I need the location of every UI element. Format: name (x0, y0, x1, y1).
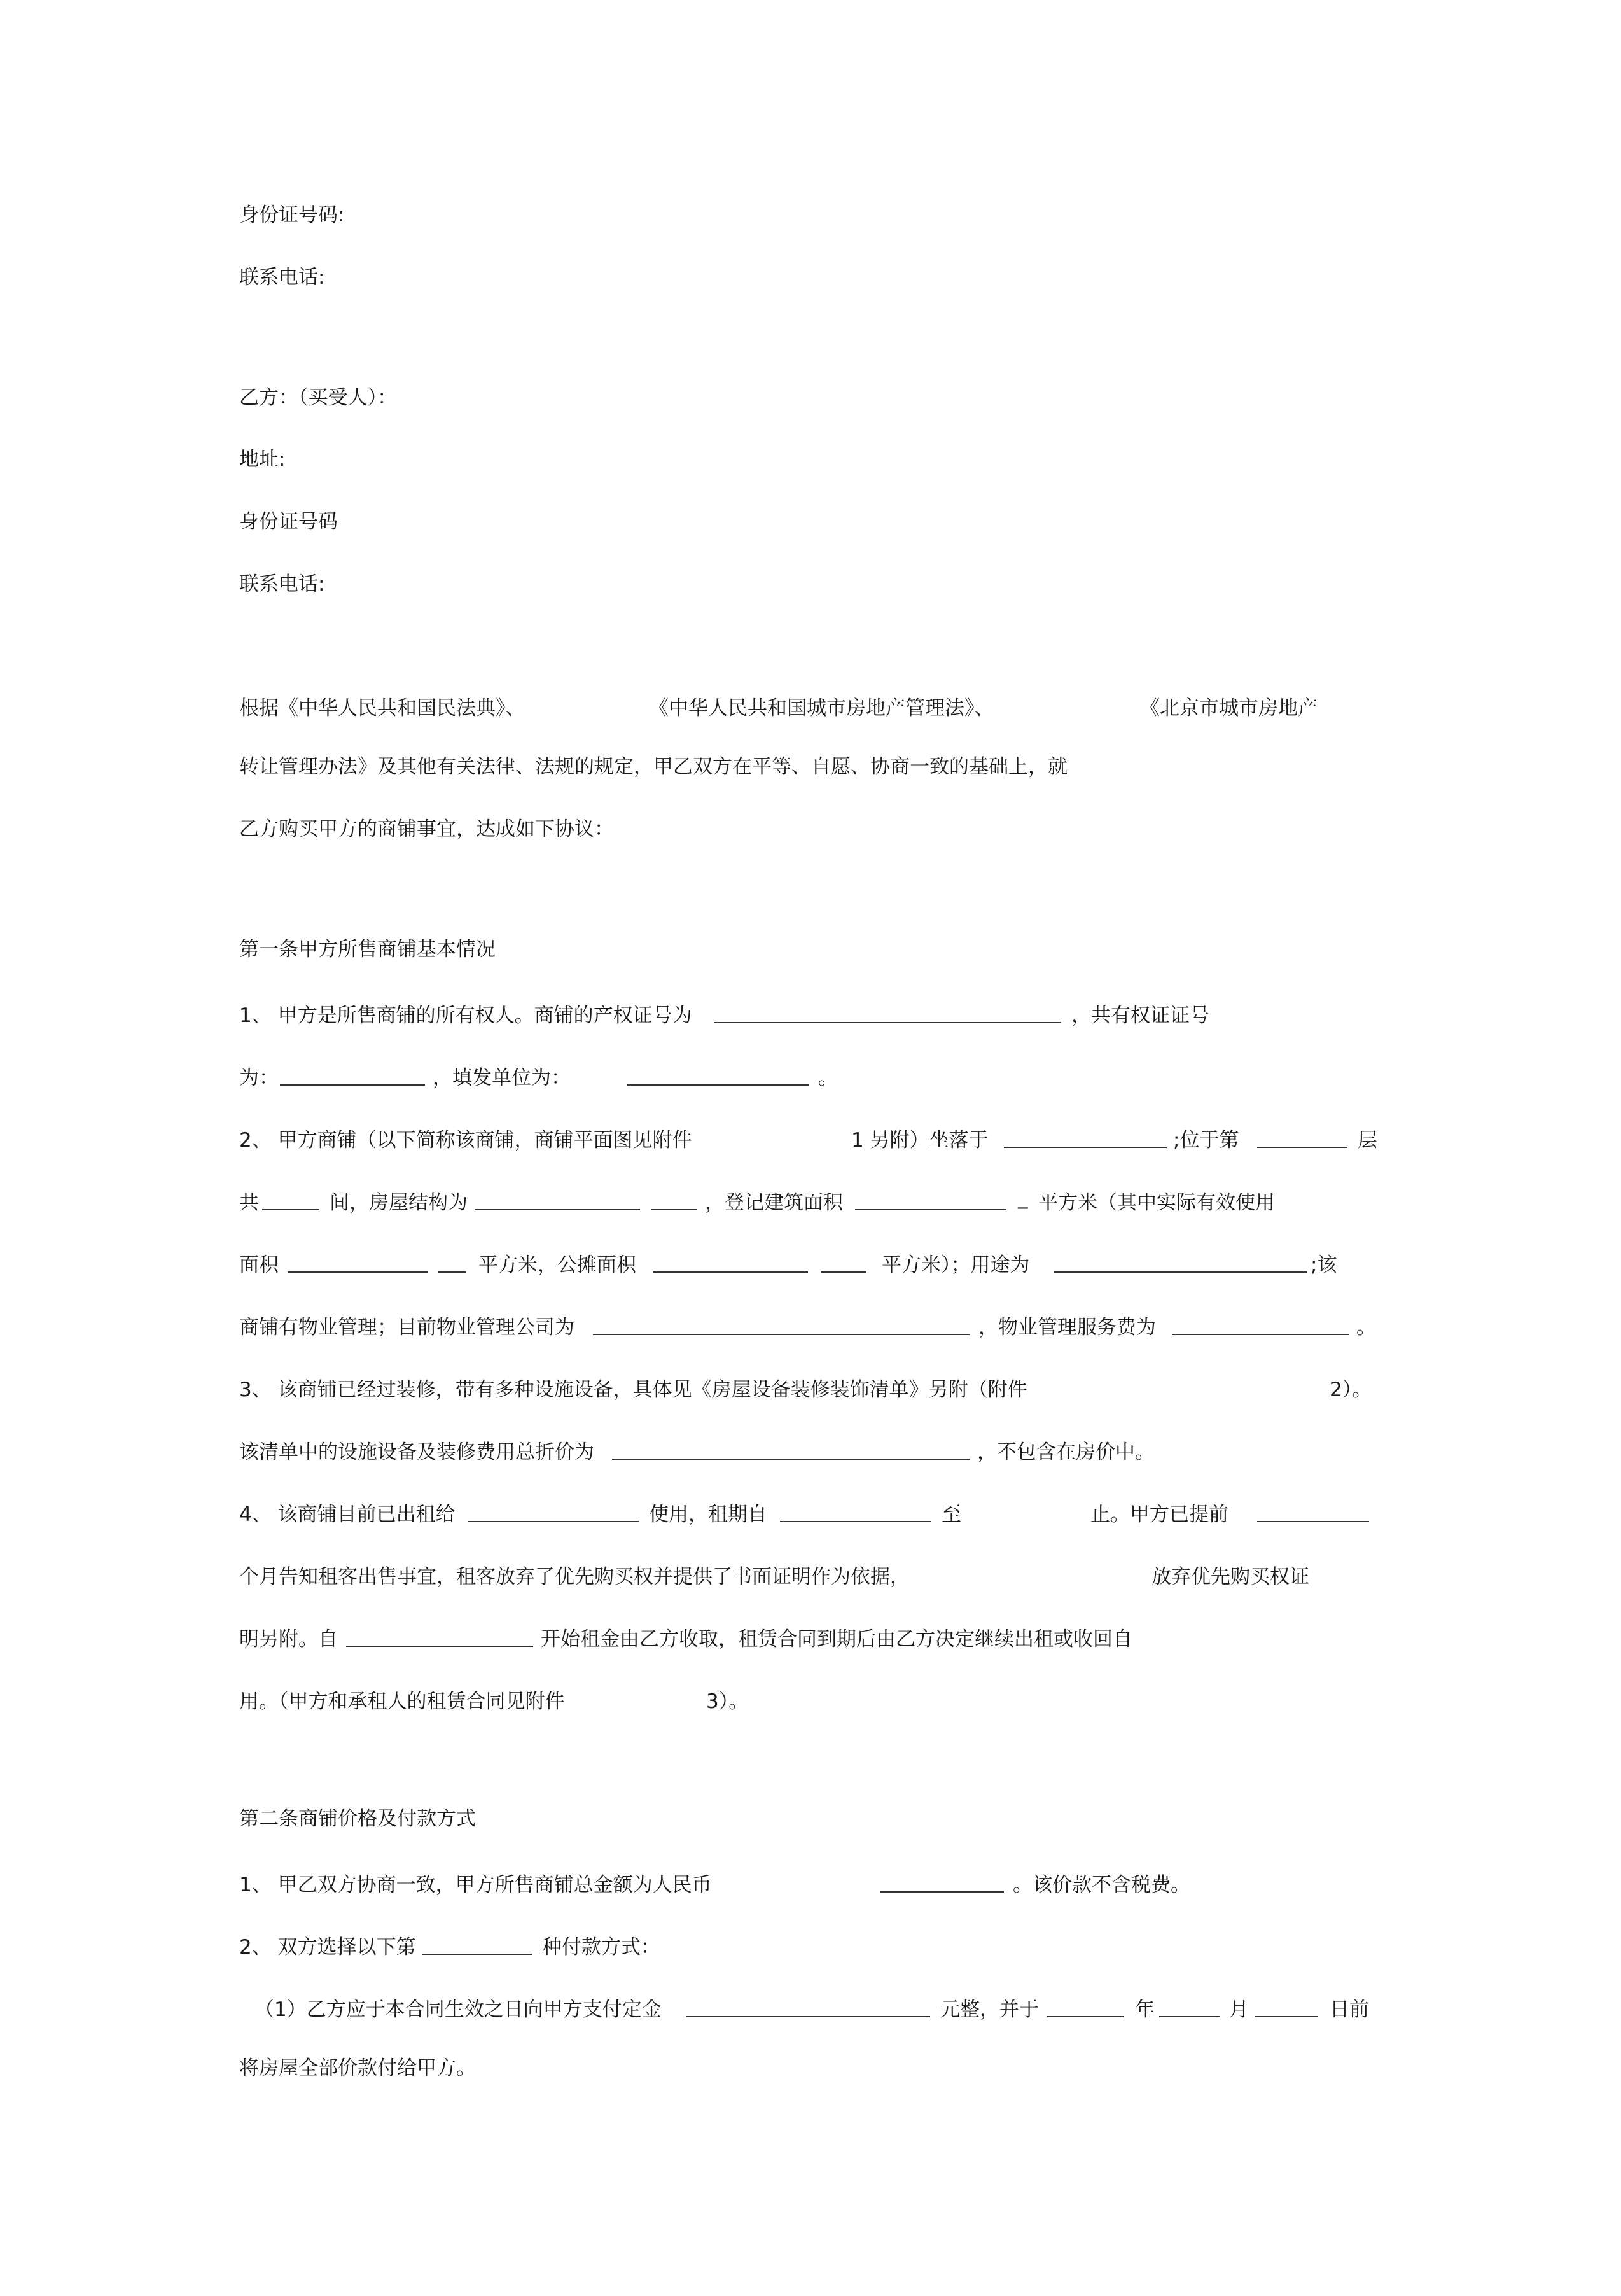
a1c4-text-j: 3）。 (706, 1690, 749, 1713)
a1c2-text-m: ;该 (1311, 1254, 1337, 1277)
total-price-blank[interactable] (880, 1891, 1004, 1893)
usage-blank[interactable] (1054, 1271, 1307, 1273)
a1c1-text-a: 1、 甲方是所售商铺的所有权人。商铺的产权证号为 (239, 1004, 692, 1027)
a1c2-text-o: ，物业管理服务费为 (978, 1316, 1156, 1339)
building-area-blank[interactable] (855, 1209, 1006, 1210)
a1c2-text-h: _ (1018, 1186, 1028, 1209)
a2o1-text-e: 日前 (1330, 1998, 1369, 2021)
a1c4-text-c: 至 (942, 1503, 961, 1526)
a1c2-text-a: 2、 甲方商铺（以下简称该商铺，商铺平面图见附件 (239, 1129, 692, 1152)
a1c2-text-n: 商铺有物业管理；目前物业管理公司为 (239, 1316, 574, 1339)
a1c4-text-a: 4、 该商铺目前已出租给 (239, 1503, 456, 1526)
a2c1-text-a: 1、 甲乙双方协商一致，甲方所售商铺总金额为人民币 (239, 1873, 712, 1896)
a1c2-text-k: 平方米，公摊面积 (478, 1254, 636, 1277)
a2o1-text-c: 年 (1135, 1998, 1155, 2021)
rent-start-blank[interactable] (346, 1646, 533, 1647)
preamble-line1-c: 《北京市城市房地产 (1140, 697, 1318, 720)
a1c3-text-c: 该清单中的设施设备及装修费用总折价为 (239, 1441, 594, 1464)
a2o1-text-d: 月 (1229, 1998, 1249, 2021)
co-ownership-cert-blank[interactable] (280, 1084, 425, 1086)
a2o1-text-b: 元整，并于 (940, 1998, 1039, 2021)
a2o1-text-f: 将房屋全部价款付给甲方。 (239, 2057, 476, 2080)
day-blank[interactable] (1255, 2016, 1318, 2017)
a1c4-text-d: 止。甲方已提前 (1090, 1503, 1228, 1526)
a1c4-text-e: 个月告知租客出售事宜，租客放弃了优先购买权并提供了书面证明作为依据， (239, 1565, 910, 1588)
location-blank[interactable] (1004, 1147, 1167, 1148)
a1c4-text-g: 明另附。自 (239, 1628, 338, 1651)
buyer-party-label: 乙方：（买受人）： (239, 386, 397, 409)
a1c2-text-f: 间，房屋结构为 (330, 1191, 468, 1214)
a1c4-text-f: 放弃优先购买权证 (1151, 1565, 1309, 1588)
month-blank[interactable] (1159, 2016, 1220, 2017)
a2o1-text-a: （1）乙方应于本合同生效之日向甲方支付定金 (254, 1998, 662, 2021)
a2c1-text-b: 。该价款不含税费。 (1013, 1873, 1190, 1896)
notice-months-blank[interactable] (1257, 1521, 1369, 1522)
a2c2-text-a: 2、 双方选择以下第 (239, 1936, 416, 1959)
preamble-line1-a: 根据《中华人民共和国民法典》、 (239, 697, 525, 720)
a1c2-text-p: 。 (1356, 1316, 1376, 1339)
tenant-blank[interactable] (468, 1521, 639, 1522)
year-blank[interactable] (1047, 2016, 1124, 2017)
a1c2-text-d: 层 (1358, 1129, 1377, 1152)
deposit-blank[interactable] (686, 2016, 930, 2017)
floor-blank[interactable] (1257, 1147, 1347, 1148)
structure-blank-2[interactable] (651, 1209, 697, 1210)
a1c4-text-h: 开始租金由乙方收取，租赁合同到期后由乙方决定继续出租或收回自 (541, 1628, 1132, 1651)
a1c2-text-c: ;位于第 (1173, 1129, 1239, 1152)
issuing-unit-blank[interactable] (627, 1084, 809, 1086)
property-cert-no-blank[interactable] (714, 1022, 1061, 1023)
a1c3-text-a: 3、 该商铺已经过装修，带有多种设施设备，具体见《房屋设备装修装饰清单》另附（附件 (239, 1378, 1027, 1401)
usable-area-blank[interactable] (288, 1271, 428, 1273)
a1c2-text-i: 平方米（其中实际有效使用 (1038, 1191, 1275, 1214)
buyer-address-label: 地址: (239, 448, 286, 471)
decoration-value-blank[interactable] (612, 1459, 970, 1460)
a1c3-text-b: 2）。 (1330, 1378, 1372, 1401)
a1c2-text-e: 共 (239, 1191, 259, 1214)
shared-area-blank-2[interactable] (821, 1271, 866, 1273)
preamble-line2: 转让管理办法》及其他有关法律、法规的规定，甲乙双方在平等、自愿、协商一致的基础上，就 (239, 755, 1068, 778)
buyer-phone-label: 联系电话: (239, 573, 325, 596)
a1c2-text-g: ，登记建筑面积 (705, 1191, 843, 1214)
seller-id-label: 身份证号码: (239, 204, 345, 227)
a1c1-text-c: 为： (239, 1067, 279, 1089)
a1c1-text-b: ，共有权证证号 (1071, 1004, 1209, 1027)
property-company-blank[interactable] (593, 1334, 970, 1335)
structure-blank[interactable] (475, 1209, 640, 1210)
article1-title: 第一条甲方所售商铺基本情况 (239, 938, 496, 961)
a1c1-text-e: 。 (818, 1067, 838, 1089)
a1c4-text-i: 用。（甲方和承租人的租赁合同见附件 (239, 1690, 565, 1713)
a1c3-text-d: ，不包含在房价中。 (977, 1441, 1155, 1464)
a1c2-text-l: 平方米）；用途为 (882, 1254, 1030, 1277)
a1c1-text-d: ，填发单位为： (433, 1067, 571, 1089)
article2-title: 第二条商铺价格及付款方式 (239, 1807, 476, 1830)
a1c2-text-b: 1 另附）坐落于 (851, 1129, 989, 1152)
preamble-line1-b: 《中华人民共和国城市房地产管理法》、 (649, 697, 994, 720)
preamble-line3: 乙方购买甲方的商铺事宜，达成如下协议： (239, 818, 614, 841)
usable-area-blank-2[interactable] (438, 1271, 466, 1273)
lease-start-blank[interactable] (780, 1521, 931, 1522)
seller-phone-label: 联系电话: (239, 266, 325, 289)
room-count-blank[interactable] (262, 1209, 319, 1210)
a2c2-text-b: 种付款方式： (542, 1936, 660, 1959)
a1c2-text-j: 面积 (239, 1254, 279, 1277)
shared-area-blank[interactable] (653, 1271, 808, 1273)
property-fee-blank[interactable] (1172, 1334, 1349, 1335)
buyer-id-label: 身份证号码 (239, 510, 338, 533)
payment-method-blank[interactable] (422, 1954, 532, 1955)
a1c4-text-b: 使用，租期自 (649, 1503, 767, 1526)
